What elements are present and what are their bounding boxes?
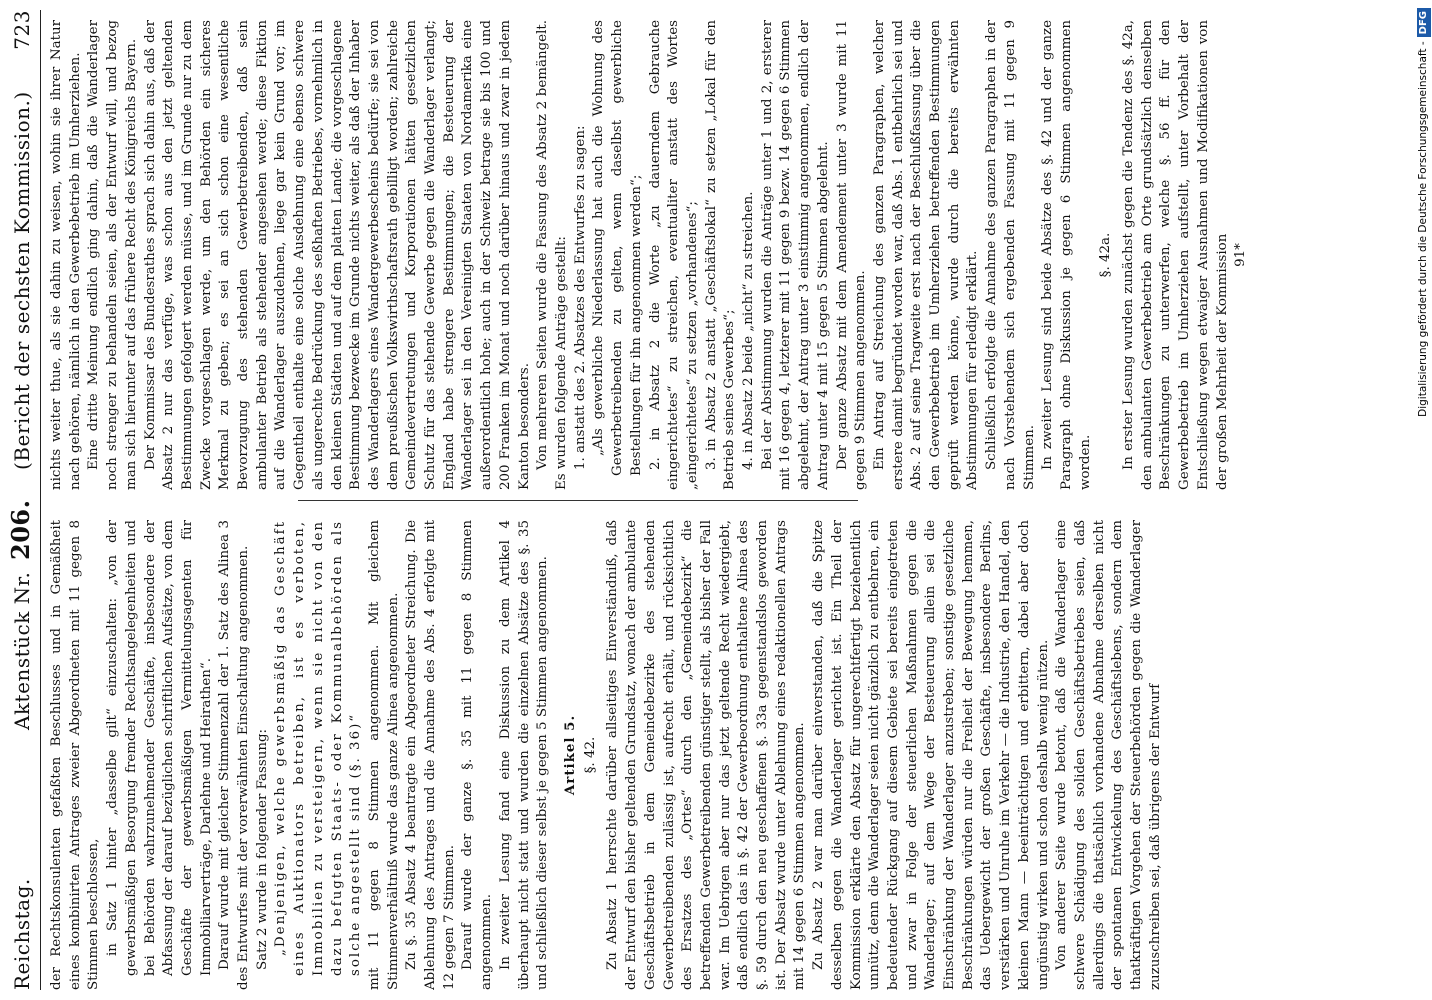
paragraph: In zweiter Lesung sind beide Absätze des §. 42 und der ganze Paragraph ohne Diskussion je gegen 6 Stimmen angenommen worden. bbox=[1040, 20, 1093, 490]
paragraph: Zu Absatz 1 herrschte darüber allseitiges Einverständniß, daß der Entwurf den bisher geltenden Grundsatz, wonach der ambulante Geschäftsbetrieb in dem Gemeindebezirke des stehenden Gewerbetreibenden zulässig ist, aufrecht erhält, und rücksichtlich des Ersatzes des „Ortes“ durch den „Gemeindebezirk“ die betreffenden Gewerbetreibenden günstiger stellt, als bisher der Fall war. Im Uebrigen aber nur das jetzt geltende Recht wiedergiebt, daß endlich das in §. 42 der Gewerbeordnung enthaltene Alinea des §. 59 durch den neu geschaffenen §. 33a gegenstandslos geworden ist. Der Absatz wurde unter Ablehnung eines redaktionellen Antrags mit 14 gegen 6 Stimmen angenommen. bbox=[605, 520, 808, 990]
paragraph: „Denjenigen, welche gewerbsmäßig das Geschäft eines Auktionators betreiben, ist es verboten, Immobilien zu versteigern, wenn sie nicht von den dazu befugten Staats- oder Kommunalbehörden als solche angestellt sind (§. 36)“ bbox=[273, 520, 364, 976]
header-reichstag: Reichstag. bbox=[10, 878, 34, 990]
paragraph: der Rechtskonsulenten gefaßten Beschlusses und in Gemäßheit eines kombinirten Antrages zweier Abgeordneten mit 11 gegen 8 Stimmen beschlossen, bbox=[49, 520, 102, 990]
paragraph: Satz 2 wurde in folgender Fassung: bbox=[254, 728, 270, 970]
header-report-title: (Bericht der sechsten Kommission.) bbox=[10, 91, 34, 470]
paragraph: In erster Lesung wurden zunächst gegen die Tendenz des §. 42a, den ambulanten Gewerbebetrieb am Orte grundsätzlich denselben Beschränkungen zu unterwerfen, welche §. 56 ff. für den Gewerbebetrieb im Umherziehen aufstellt, unter Vorbehalt der Entschließung wegen etwaiger Ausnahmen und Modifikationen von der großen Mehrheit der Kommission bbox=[1121, 20, 1230, 490]
list-item: 4. in Absatz 2 beide „nicht“ zu streichen. bbox=[741, 191, 757, 470]
header-document-number: 206. bbox=[6, 499, 35, 560]
paragraph: Darauf wurde mit gleicher Stimmenzahl der 1. Satz des Alinea 3 des Entwurfes mit der vorerwähnten Einschaltung angenommen. bbox=[217, 520, 252, 990]
page-header bbox=[6, 10, 41, 990]
paragraph: In zweiter Lesung fand eine Diskussion zu dem Artikel 4 überhaupt nicht statt und wurden die einzelnen Absätze des §. 35 und schließlich dieser selbst je gegen 5 Stimmen angenommen. bbox=[497, 520, 551, 990]
paragraph: Der Kommissar des Bundesrathes sprach sich dahin aus, daß der Absatz 2 nur das verfüge, was schon aus den jetzt geltenden Bestimmungen gefolgert werden müsse, und im Grunde nur zu dem Zwecke vorgeschlagen werde, um den Behörden ein sicheres Merkmal zu geben; es sei an sich schon eine wesentliche Bevorzugung des stehenden Gewerbetreibenden, daß sein ambulanter Betrieb als stehender angesehen werde; diese Fiktion auf die Wanderlager auszudehnen, liege gar kein Grund vor; im Gegentheil enthalte eine solche Ausdehnung eine ebenso schwere als ungerechte Bedrückung des seßhaften Betriebes, vornehmlich in den kleinen Städten und auf dem platten Lande; die vorgeschlagene Bestimmung bezwecke im Grunde nichts weiter, als daß der Inhaber des Wanderlagers eines Wandergewerbescheins bedürfe; sie sei von dem preußischen Volkswirthschaftsrath gebilligt worden; zahlreiche Gemeindevertretungen und Korporationen hätten gesetzlichen Schutz für das stehende Gewerbe gegen die Wanderlager verlangt; England habe strengere Bestimmungen; die Besteuerung der Wanderlager sei in den Vereinigten Staaten von Nordamerika eine außerordentlich hohe; auch in der Schweiz betrage sie bis 100 und 200 Franken im Monat und noch darüber hinaus und zwar in jedem Kanton besonders. bbox=[142, 20, 532, 490]
list-item: 1. anstatt des 2. Absatzes des Entwurfes zu sagen: bbox=[572, 125, 588, 470]
page-number: 723 bbox=[10, 10, 34, 50]
list-item: 2. in Absatz 2 die Worte „zu dauerndem Gebrauche eingerichtetes“ zu streichen, eventualiter anstatt des Wortes „eingerichtetes“ zu setzen „vorhandenes“; bbox=[647, 20, 700, 490]
digitization-credit bbox=[1414, 0, 1432, 1000]
paragraph: Darauf wurde der ganze §. 35 mit 11 gegen 8 Stimmen angenommen. bbox=[460, 520, 495, 990]
paragraph: in Satz 1 hinter „dasselbe gilt“ einzuschalten: „von der gewerbsmäßigen Besorgung fremder Rechtsangelegenheiten und bei Behörden wahrzunehmender Geschäfte, insbesondere der Abfassung der darauf bezüglichen schriftlichen Aufsätze, von dem Geschäfte der gewerbsmäßigen Vermittelungsagenten für Immobiliarverträge, Darlehne und Heirathen“. bbox=[105, 520, 214, 976]
paragraph: mit 11 gegen 8 Stimmen angenommen. Mit gleichem Stimmenverhältniß wurde das ganze Alinea angenommen. bbox=[366, 520, 401, 990]
paragraph: Ein Antrag auf Streichung des ganzen Paragraphen, welcher erstere damit begründet worden war, daß Abs. 1 entbehrlich sei und Abs. 2 auf seine Tragweite erst nach der Beschlußfassung über die den Gewerbebetrieb im Umherziehen betreffenden Bestimmungen geprüft werden könne, wurde durch die bereits erwähnten Abstimmungen für erledigt erklärt. bbox=[871, 20, 981, 490]
signature-mark: 91* bbox=[1233, 243, 1249, 267]
text-columns bbox=[48, 10, 1310, 990]
paragraph: nichts weiter thue, als sie dahin zu weisen, wohin sie ihrer Natur nach gehören, nämlich in den Gewerbebetrieb im Umherziehen. bbox=[49, 20, 83, 490]
paragraph: Bei der Abstimmung wurden die Anträge unter 1 und 2, ersterer mit 16 gegen 4, letzterer mit 11 gegen 9 bezw. 14 gegen 6 Stimmen abgelehnt, der Antrag unter 3 einstimmig angenommen, endlich der Antrag unter 4 mit 15 gegen 5 Stimmen abgelehnt. bbox=[759, 20, 831, 490]
quoted-text: „Als gewerbliche Niederlassung hat auch die Wohnung des Gewerbetreibenden zu gelten, wenn daselbst gewerbliche Bestellungen für ihn angenommen werden“; bbox=[591, 20, 644, 476]
section-heading: §. 42. bbox=[582, 736, 598, 774]
paragraph: Zu Absatz 2 war man darüber einverstanden, daß die Spitze desselben gegen die Wanderlager gerichtet ist. Ein Theil der Kommission erklärte den Absatz für ungerechtfertigt beziehentlich unnütz, denn die Wanderlager seien nicht gänzlich zu entbehren, ein bedeutender Rückgang auf diesem Gebiete sei bereits eingetreten und zwar in Folge der steuerlichen Maßnahmen gegen die Wanderlager; auf dem Wege der Besteuerung allein sei die Einschränkung der Wanderlager anzustreben; sonstige gesetzliche Beschränkungen würden nur die Freiheit der Bewegung hemmen, das Uebergewicht der großen Geschäfte, insbesondere Berlins, verstärken und Unruhe im Verkehr — die Industrie, den Handel, den kleinen Mann — beeinträchtigen und erbittern, dabei aber doch ungünstig wirken und schon deshalb wenig nützen. bbox=[811, 520, 1051, 990]
column-divider bbox=[298, 500, 858, 501]
article-heading: Artikel 5. bbox=[561, 714, 578, 796]
paragraph: Schließlich erfolgte die Annahme des ganzen Paragraphen in der nach Vorstehendem sich ergebenden Fassung mit 11 gegen 9 Stimmen. bbox=[984, 20, 1037, 490]
dfg-logo: DFG bbox=[1417, 8, 1431, 37]
credit-text: Digitalisierung gefördert durch die Deutsche Forschungsgemeinschaft - bbox=[1417, 41, 1429, 417]
paragraph: Zu §. 35 Absatz 4 beantragte ein Abgeordneter Streichung. Die Ablehnung des Antrages und die Annahme des Abs. 4 erfolgte mit 12 gegen 7 Stimmen. bbox=[404, 520, 457, 990]
paragraph: Von mehreren Seiten wurde die Fassung des Absatz 2 bemängelt. Es wurden folgende Anträge gestellt: bbox=[535, 20, 569, 490]
list-item: 3. in Absatz 2 anstatt „Geschäftslokal“ zu setzen „Lokal für den Betrieb seines Gewerbes“; bbox=[703, 20, 738, 490]
paragraph: Der ganze Absatz mit dem Amendement unter 3 wurde mit 11 gegen 9 Stimmen angenommen. bbox=[834, 20, 869, 490]
paragraph: Eine dritte Meinung endlich ging dahin, daß die Wanderlager noch strenger zu behandeln seien, als der Entwurf will, und bezog man sich hierunter auf das frühere Recht des Königreichs Bayern. bbox=[86, 20, 139, 490]
left-column bbox=[48, 520, 1310, 990]
right-column bbox=[48, 20, 1310, 490]
paragraph: Von anderer Seite wurde betont, daß die Wanderlager eine schwere Schädigung des soliden Geschäftsbetriebes seien, daß allerdings die thatsächlich vorhandene Abnahme derselben nicht der spontanen Entwickelung des Geschäftslebens, sondern dem thatkräftigen Vorgehen der Steuerbehörden gegen die Wanderlager zuzuschreiben sei, daß übrigens der Entwurf bbox=[1054, 520, 1163, 990]
section-heading: §. 42a. bbox=[1098, 232, 1114, 278]
header-aktenstueck: Aktenstück Nr. bbox=[10, 571, 34, 730]
digitization-sidebar bbox=[1414, 0, 1432, 1000]
